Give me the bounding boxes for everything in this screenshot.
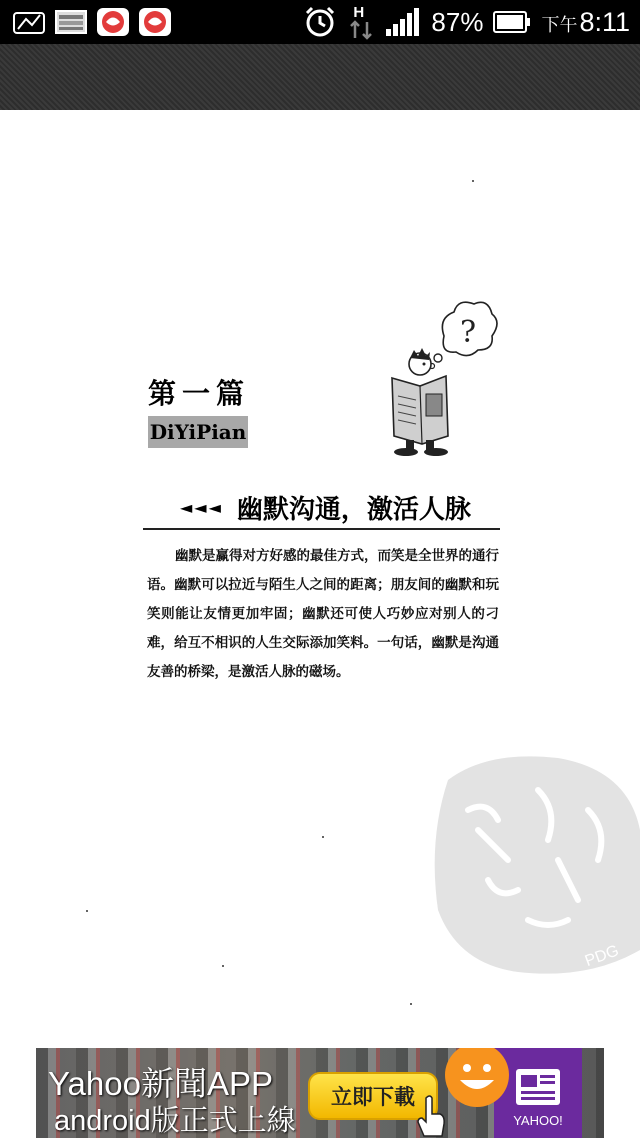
smiley-face-icon [442,1048,512,1110]
chapter-title: 第一篇 [148,377,251,410]
alarm-icon [303,5,337,39]
battery-icon [493,10,531,34]
page-speck [86,910,88,912]
network-type: H [353,4,365,21]
watermark-label: PDG [582,942,622,971]
data-network-icon [347,2,375,42]
reader-toolbar[interactable] [0,44,640,110]
page-speck [410,1003,412,1005]
clock [541,7,630,38]
page-speck [472,180,474,182]
book-page[interactable] [0,110,640,1138]
ad-download-button[interactable]: 立即下載 [308,1072,438,1120]
status-bar [0,0,640,44]
chapter-pinyin: DiYiPian [148,416,248,448]
news-icon [514,1067,562,1107]
notification-cloud-icon [12,7,46,37]
app-notification-icon-2 [138,7,172,37]
clock-time: 8:11 [579,6,630,37]
yahoo-brand-label: YAHOO! [513,1113,563,1128]
page-speck [322,836,324,838]
signal-strength-icon [385,7,421,37]
section-heading-text: 幽默沟通，激活人脉 [236,494,471,525]
cartoon-reader-illustration [382,296,500,456]
clock-period: 下午 [541,14,578,35]
ad-subline: android版正式上線 [54,1105,296,1137]
battery-percent: 87% [431,6,484,37]
app-notification-icon [96,7,130,37]
watermark-seal-icon [428,750,640,980]
ad-banner[interactable] [36,1048,604,1138]
section-heading [180,488,500,526]
heading-divider [143,528,500,530]
notification-image-icon [54,7,88,37]
section-arrows-icon: ◄◄◄ [180,497,223,517]
body-paragraph: 幽默是赢得对方好感的最佳方式，而笑是全世界的通行语。幽默可以拉近与陌生人之间的距离；朋友间的幽默和玩笑则能让友情更加牢固；幽默还可使人巧妙应对别人的刁难，给互不相识的人生交际添加笑料。一句话，幽默是沟通友善的桥梁，是激活人脉的磁场。 [147,548,499,680]
ad-headline: Yahoo新聞APP [48,1065,274,1102]
svg-text:?: ? [460,315,477,350]
page-speck [222,965,224,967]
